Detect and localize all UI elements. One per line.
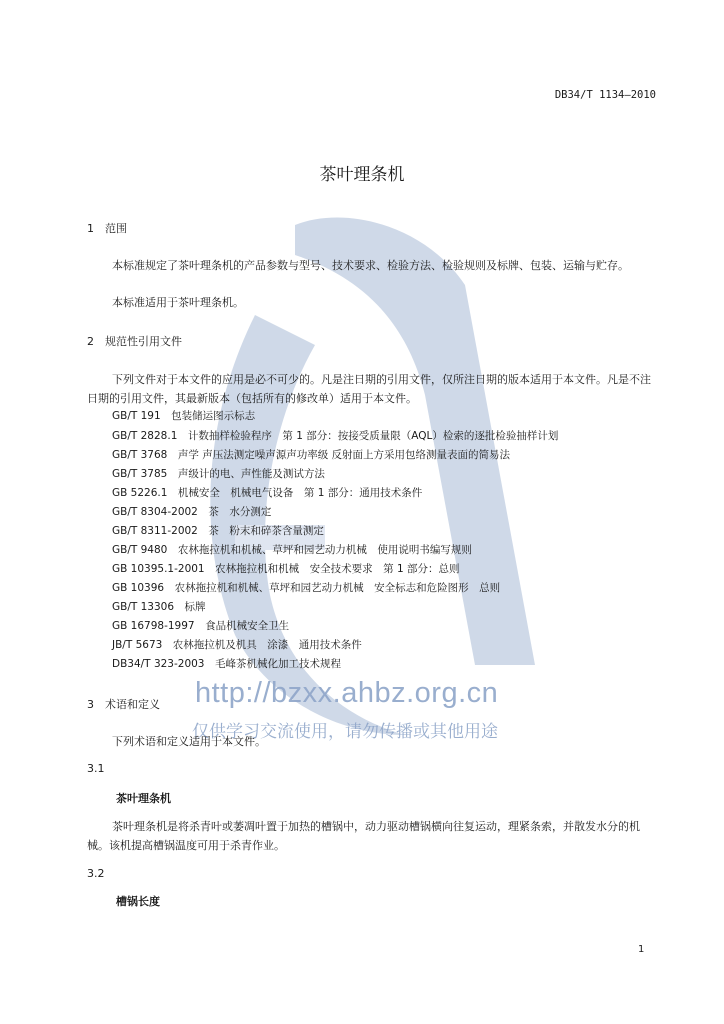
reference-item: GB 10396 农林拖拉机和机械、草坪和园艺动力机械 安全标志和危险图形 总则	[112, 582, 501, 594]
term-definition: 茶叶理条机是将杀青叶或萎凋叶置于加热的槽锅中，动力驱动槽锅横向往复运动，理紧条索，并散发水分的机械。该机提高槽锅温度可用于杀青作业。	[87, 820, 640, 852]
section-number: 2	[87, 335, 94, 348]
section-number: 3	[87, 698, 94, 711]
section-title: 规范性引用文件	[105, 335, 182, 348]
reference-item: GB 10395.1-2001 农林拖拉机和机械 安全技术要求 第 1 部分：总则	[112, 563, 460, 575]
scope-paragraph-1: 本标准规定了茶叶理条机的产品参数与型号、技术要求、检验方法、检验规则及标牌、包装、运输与贮存。	[112, 259, 629, 272]
term-number: 3.1	[87, 762, 105, 775]
section-number: 1	[87, 222, 94, 235]
term-name: 茶叶理条机	[116, 792, 171, 805]
terms-intro: 下列术语和定义适用于本文件。	[112, 735, 266, 748]
reference-item: JB/T 5673 农林拖拉机及机具 涂漆 通用技术条件	[112, 639, 362, 651]
reference-item: GB/T 8311-2002 茶 粉末和碎茶含量测定	[112, 525, 324, 537]
section-title: 范围	[105, 222, 127, 235]
reference-item: GB/T 8304-2002 茶 水分测定	[112, 506, 272, 518]
reference-item: DB34/T 323-2003 毛峰茶机械化加工技术规程	[112, 658, 341, 670]
reference-item: GB/T 13306 标牌	[112, 601, 206, 613]
reference-item: GB/T 3785 声级计的电、声性能及测试方法	[112, 468, 325, 480]
reference-item: GB 5226.1 机械安全 机械电气设备 第 1 部分：通用技术条件	[112, 487, 423, 499]
reference-item: GB 16798-1997 食品机械安全卫生	[112, 620, 290, 632]
reference-item: GB/T 191 包装储运图示标志	[112, 410, 256, 422]
term-name: 槽锅长度	[116, 895, 160, 908]
scope-paragraph-2: 本标准适用于茶叶理条机。	[112, 296, 244, 309]
section-3-heading	[87, 696, 160, 712]
section-title: 术语和定义	[105, 698, 160, 711]
document-title: 茶叶理条机	[319, 165, 405, 185]
watermark-note: 仅供学习交流使用，请勿传播或其他用途	[192, 722, 498, 742]
section-1-heading	[87, 220, 127, 236]
references-intro: 下列文件对于本文件的应用是必不可少的。凡是注日期的引用文件，仅所注日期的版本适用于本文件。凡是不注日期的引用文件，其最新版本（包括所有的修改单）适用于本文件。	[87, 373, 651, 405]
watermark-url: http://bzxx.ahbz.org.cn	[195, 677, 499, 709]
page-number: 1	[638, 944, 645, 955]
reference-item: GB/T 3768 声学 声压法测定噪声源声功率级 反射面上方采用包络测量表面的简易法	[112, 449, 511, 461]
section-2-heading	[87, 333, 182, 349]
reference-item: GB/T 9480 农林拖拉机和机械、草坪和园艺动力机械 使用说明书编写规则	[112, 544, 472, 556]
reference-item: GB/T 2828.1 计数抽样检验程序 第 1 部分：按接受质量限（AQL）检索的逐批检验抽样计划	[112, 430, 559, 442]
term-number: 3.2	[87, 867, 105, 880]
standard-code: DB34/T 1134—2010	[554, 89, 656, 101]
